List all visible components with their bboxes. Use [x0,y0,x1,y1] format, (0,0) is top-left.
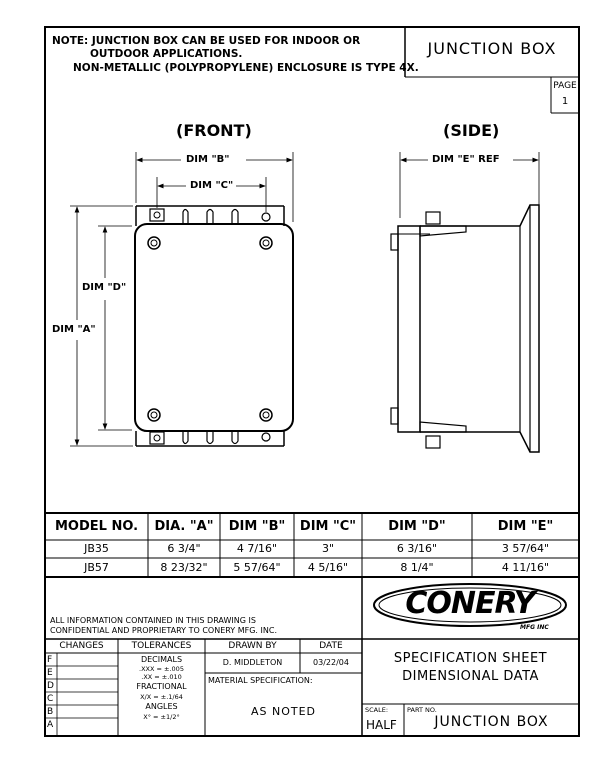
scale-label: SCALE: [365,706,389,714]
cell-dim-c: 3" [321,542,335,555]
tolerance-xxx: .XXX = ±.005 [139,665,184,673]
col-header-dim-c: DIM "C" [299,519,357,534]
dim-c-label: DIM "C" [190,180,234,191]
col-header-dia-a: DIA. "A" [154,519,214,534]
material-value: AS NOTED [250,705,317,718]
front-view-label: (FRONT) [176,121,252,140]
col-header-dim-e: DIM "E" [497,519,554,534]
confidential-line-2: CONFIDENTIAL AND PROPRIETARY TO CONERY MFG. INC. [50,626,277,635]
note-line-2: OUTDOOR APPLICATIONS. [90,48,243,60]
part-no-value: JUNCTION BOX [434,714,549,730]
logo-subtext: MFG INC [520,624,549,631]
cell-dia-a: 8 23/32" [160,561,208,574]
change-letter: F [47,655,53,665]
cell-dim-b: 4 7/16" [236,542,278,555]
tolerance-xx: .XX = ±.010 [141,673,182,681]
confidential-line-1: ALL INFORMATION CONTAINED IN THIS DRAWING IS [50,616,256,625]
change-letter: D [47,681,54,691]
date-label: DATE [319,641,343,651]
logo-text: CONERY [405,586,535,621]
note-line-1: NOTE: JUNCTION BOX CAN BE USED FOR INDOOR OR [52,35,361,47]
dim-e-ref-label: DIM "E" REF [432,154,500,165]
decimals-label: DECIMALS [140,655,183,664]
cell-dim-b: 5 57/64" [233,561,281,574]
page-number: 1 [561,96,569,107]
scale-value: HALF [366,718,397,732]
cell-dia-a: 6 3/4" [167,542,201,555]
cell-dim-e: 4 11/16" [501,561,550,574]
fractional-label: FRACTIONAL [136,682,187,691]
tolerances-label: TOLERANCES [131,641,192,651]
drawn-by-value: D. MIDDLETON [222,658,283,667]
material-label: MATERIAL SPECIFICATION: [208,676,313,685]
cell-model: JB57 [84,561,109,574]
change-letter: A [47,720,54,730]
drawn-by-label: DRAWN BY [228,641,277,651]
side-view-label: (SIDE) [443,121,500,140]
spec-sheet-title: SPECIFICATION SHEET [393,651,548,666]
col-header-dim-d: DIM "D" [388,519,446,534]
change-letter: E [47,668,53,678]
date-value: 03/22/04 [313,658,349,667]
conery-logo [370,581,570,635]
change-letter: B [47,707,54,717]
dimensional-data-title: DIMENSIONAL DATA [402,669,539,684]
tolerance-fraction: X/X = ±.1/64 [140,693,183,701]
angles-label: ANGLES [145,702,178,711]
cell-dim-e: 3 57/64" [501,542,550,555]
change-letter: C [47,694,54,704]
dim-d-label: DIM "D" [82,282,127,293]
col-header-model: MODEL NO. [54,519,139,534]
cell-dim-d: 6 3/16" [396,542,438,555]
changes-label: CHANGES [59,641,104,651]
cell-dim-d: 8 1/4" [400,561,434,574]
document-title: JUNCTION BOX [427,39,557,58]
cell-dim-c: 4 5/16" [307,561,349,574]
cell-model: JB35 [84,542,109,555]
part-no-label: PART NO. [407,706,437,714]
dim-a-label: DIM "A" [52,324,96,335]
page-label: PAGE [553,81,577,91]
col-header-dim-b: DIM "B" [228,519,286,534]
dim-b-label: DIM "B" [186,154,230,165]
tolerance-angle: X° = ±1/2° [143,713,180,721]
note-line-3: NON-METALLIC (POLYPROPYLENE) ENCLOSURE IS TYPE 4X. [73,62,419,74]
